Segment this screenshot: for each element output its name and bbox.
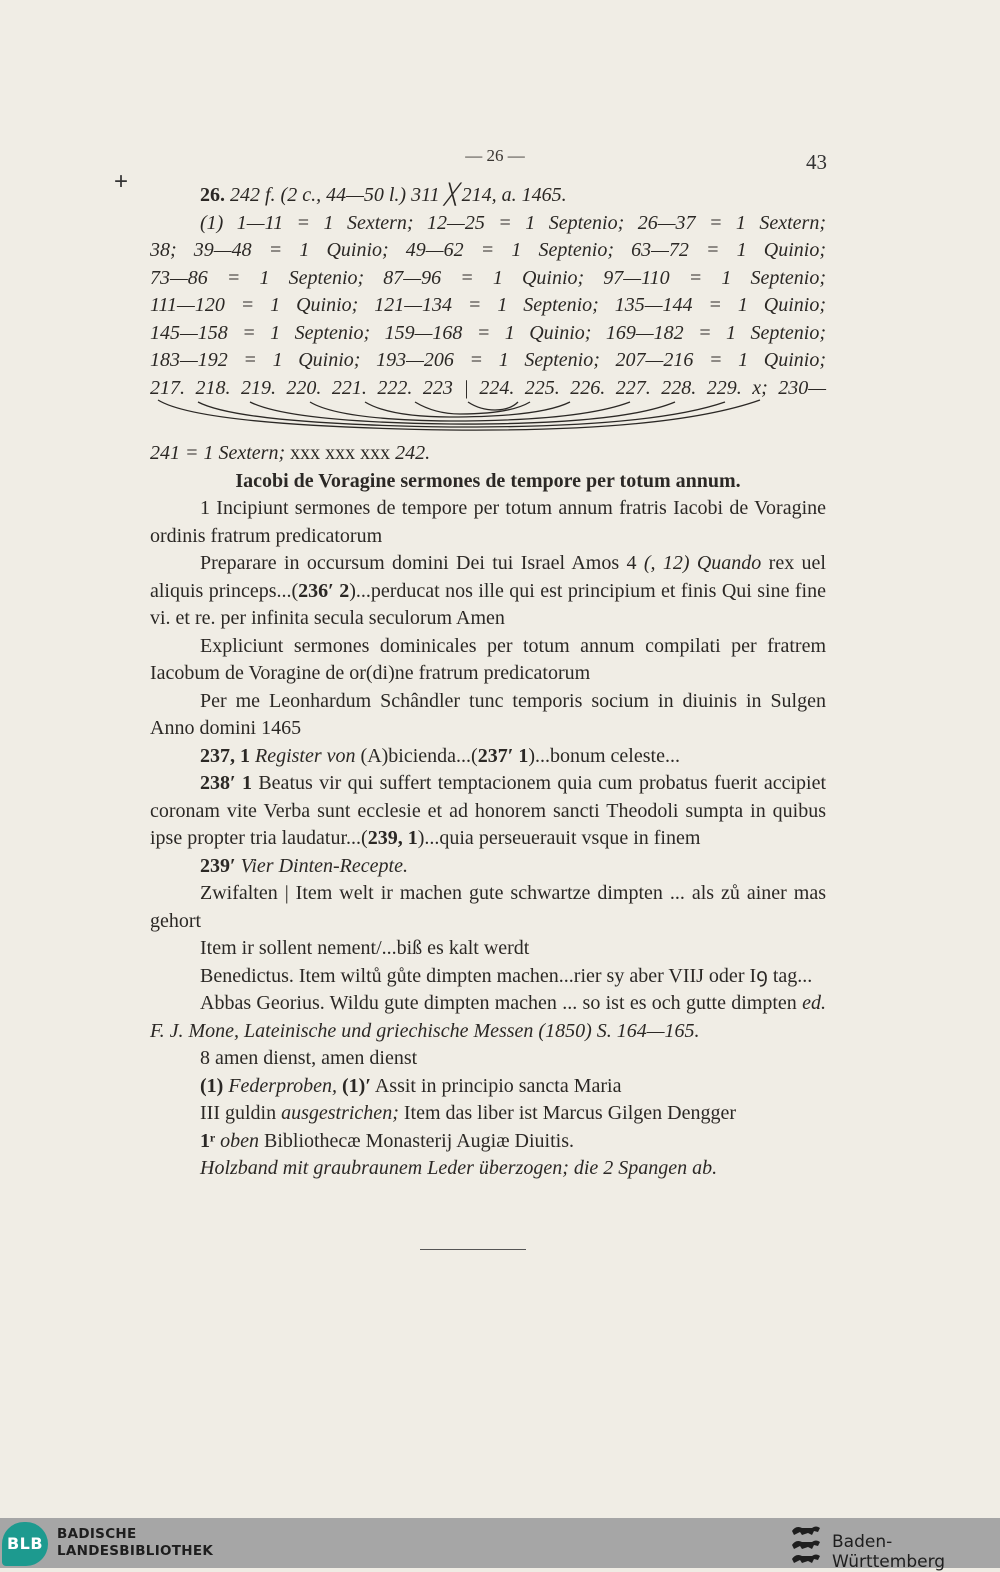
collation-line: 111—120 = 1 Quinio; 121—134 = 1 Septenio; 135—144 = 1 Quinio; <box>150 294 826 316</box>
blb-name[interactable]: BADISCHE LANDESBIBLIOTHEK <box>57 1526 214 1559</box>
paragraph: 1 Incipiunt sermones de tempore per totum annum fratris Iacobi de Voragine ordinis fratrum predicatorum <box>150 497 827 547</box>
entry-description: 242 f. (2 c., 44—50 l.) 311 ╳ 214, a. 1465. <box>230 184 567 206</box>
collation-line: 38; 39—48 = 1 Quinio; 49—62 = 1 Septenio; 63—72 = 1 Quinio; <box>150 239 826 261</box>
quire-arc <box>415 402 530 414</box>
collation-line: 145—158 = 1 Septenio; 159—168 = 1 Quinio; 169—182 = 1 Septenio; <box>150 321 826 344</box>
binding-note: Holzband mit graubraunem Leder überzogen; die 2 Spangen ab. <box>200 1157 718 1179</box>
work-title: Iacobi de Voragine sermones de tempore per totum annum. <box>235 469 741 492</box>
blb-logo[interactable]: BLB <box>2 1522 48 1566</box>
paragraph: Benedictus. Item wiltů gůte dimpten machen...rier sy aber VIIJ oder Iꝯ tag... <box>200 964 813 987</box>
collation-line: 217. 218. 219. 220. 221. 222. 223 | 224. 225. 226. 227. 228. 229. x; 230— <box>150 376 826 399</box>
paragraph: 8 amen dienst, amen dienst <box>200 1047 418 1069</box>
baden-wuerttemberg-label[interactable]: Baden-Württemberg <box>832 1532 946 1572</box>
paragraph: 237, 1 Register von (A)bicienda...(237′ 1)...bonum celeste... <box>200 744 680 767</box>
paragraph: Abbas Georius. Wildu gute dimpten machen ... so ist es och gutte dimpten ed. F. J. Mone, Lateinische und griechische Messen (1850) S. 164—165. <box>150 992 826 1042</box>
paragraph: Item ir sollent nement/...biß es kalt werdt <box>200 937 530 959</box>
paragraph: (1) Federproben, (1)′ Assit in principio sancta Maria <box>200 1074 622 1097</box>
paragraph: 1ʳ oben Bibliothecæ Monasterij Augiæ Diuitis. <box>200 1129 574 1152</box>
paragraph: Per me Leonhardum Schândler tunc temporis socium in diuinis in Sulgen Anno domini 1465 <box>150 689 826 739</box>
paragraph: III guldin ausgestrichen; Item das liber ist Marcus Gilgen Dengger <box>200 1102 736 1124</box>
footer-bar <box>0 1518 1000 1572</box>
quire-arc <box>365 402 570 417</box>
section-end-rule <box>420 1249 526 1250</box>
margin-cross-mark: + <box>114 168 129 195</box>
paragraph: 238′ 1 Beatus vir qui suffert temptacionem quia cum probatus fuerit accipiet coronam vite Verba sunt ecclesie et ad honorem sancti Theodoli sumpta in quibus ipse propter tria laudatur...(239, 1)...quia perseuerauit vsque in finem <box>150 772 827 849</box>
running-head: — 26 — <box>465 146 525 165</box>
entry-number: 26. <box>200 184 225 206</box>
quire-arc <box>310 402 630 421</box>
paragraph: Preparare in occursum domini Dei tui Israel Amos 4 (, 12) Quando rex uel aliquis princeps...(236′ 2)...perducat nos ille qui est principium et finis Qui sine fine vi. et re. per infinita secula seculorum Amen <box>150 552 826 629</box>
collation-end: 241 = 1 Sextern; xxx xxx xxx 242. <box>150 442 431 464</box>
collation-line: (1) 1—11 = 1 Sextern; 12—25 = 1 Septenio; 26—37 = 1 Sextern; <box>200 211 826 234</box>
page-number: 43 <box>806 150 827 174</box>
three-lions-icon <box>790 1523 822 1565</box>
paragraph: Expliciunt sermones dominicales per totum annum compilati per fratrem Iacobum de Voragine de or(di)ne fratrum predicatorum <box>150 634 826 684</box>
paragraph: 239′ Vier Dinten-Recepte. <box>200 854 408 877</box>
collation-line: 183—192 = 1 Quinio; 193—206 = 1 Septenio; 207—216 = 1 Quinio; <box>150 349 826 371</box>
catalog-entry <box>150 182 826 1183</box>
quire-bracket-diagram <box>150 398 826 436</box>
collation-line: 73—86 = 1 Septenio; 87—96 = 1 Quinio; 97—110 = 1 Septenio; <box>150 266 826 289</box>
paragraph: Zwifalten | Item welt ir machen gute schwartze dimpten ... als zů ainer mas gehort <box>150 882 826 932</box>
entry-heading <box>150 182 826 210</box>
